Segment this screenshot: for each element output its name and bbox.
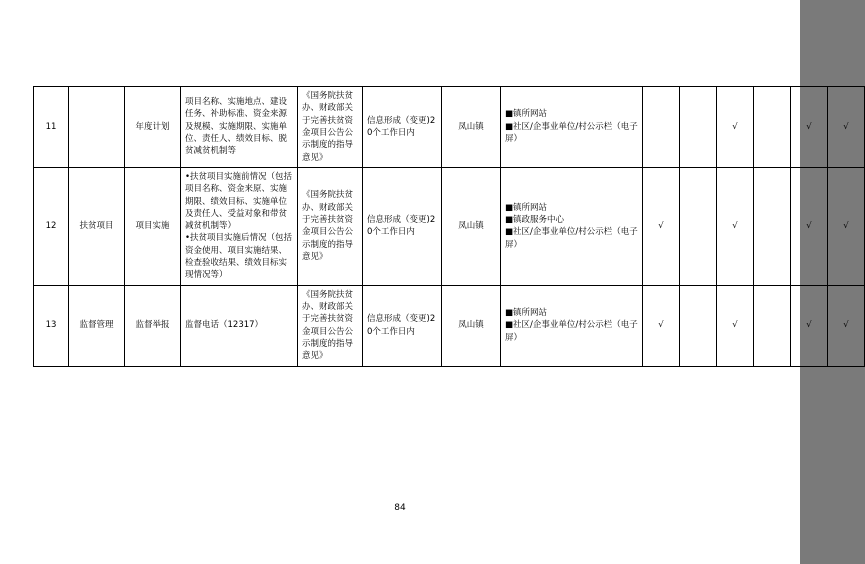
channel-item: ■社区/企事业单位/村公示栏（电子屏） — [505, 320, 638, 343]
row-subcategory: 监督举报 — [125, 285, 181, 366]
channel-item: ■社区/企事业单位/村公示栏（电子屏） — [505, 121, 638, 145]
row-category — [69, 87, 125, 168]
row-basis: 《国务院扶贫办、财政部关于完善扶贫资金项目公告公示制度的指导意见》 — [298, 87, 363, 168]
row-subcategory: 年度计划 — [125, 87, 181, 168]
row-mark — [643, 87, 680, 168]
row-content: 监督电话（12317） — [181, 285, 298, 366]
row-mark — [754, 167, 791, 285]
channel-item: ■镇所网站 — [505, 202, 548, 213]
row-basis: 《国务院扶贫办、财政部关于完善扶贫资金项目公告公示制度的指导意见》 — [298, 167, 363, 285]
row-mark: √ — [643, 285, 680, 366]
row-mark — [754, 285, 791, 366]
row-mark: √ — [828, 167, 865, 285]
row-subject: 凤山镇 — [442, 285, 501, 366]
row-mark — [680, 285, 717, 366]
row-basis: 《国务院扶贫办、财政部关于完善扶贫资金项目公告公示制度的指导意见》 — [298, 285, 363, 366]
page-number: 84 — [394, 503, 406, 513]
row-category: 监督管理 — [69, 285, 125, 366]
row-mark — [680, 87, 717, 168]
row-subject: 凤山镇 — [442, 87, 501, 168]
table-row — [34, 167, 865, 285]
channel-item: ■镇所网站 — [505, 109, 548, 120]
row-subcategory: 项目实施 — [125, 167, 181, 285]
row-mark — [754, 87, 791, 168]
row-index: 11 — [34, 87, 69, 168]
row-time: 信息形成（变更)20个工作日内 — [363, 87, 442, 168]
row-mark: √ — [791, 167, 828, 285]
row-mark — [680, 167, 717, 285]
row-mark: √ — [643, 167, 680, 285]
row-content — [181, 167, 298, 285]
table-row — [34, 285, 865, 366]
row-category: 扶贫项目 — [69, 167, 125, 285]
row-content: 项目名称、实施地点、建设任务、补助标准、资金来源及规模、实施期限、实施单位、责任人、绩效目标、脱贫减贫机制等 — [181, 87, 298, 168]
row-subject: 凤山镇 — [442, 167, 501, 285]
content-bullet: •扶贫项目实施前情况（包括项目名称、资金来原、实施期限、绩效目标、实施单位及责任人、受益对象和带贫减贫机制等） — [185, 171, 293, 232]
disclosure-table — [33, 86, 865, 367]
channel-item: ■社区/企事业单位/村公示栏（电子屏） — [505, 227, 638, 250]
row-mark: √ — [828, 87, 865, 168]
row-mark: √ — [791, 285, 828, 366]
content-bullet: •扶贫项目实施后情况（包括资金使用、项目实施结果、检查验收结果、绩效目标实现情况等） — [185, 233, 293, 281]
channel-item: ■镇政服务中心 — [505, 214, 565, 225]
row-index: 12 — [34, 167, 69, 285]
table-row — [34, 87, 865, 168]
row-mark: √ — [717, 285, 754, 366]
row-time: 信息形成（变更)20个工作日内 — [363, 285, 442, 366]
row-mark: √ — [828, 285, 865, 366]
row-channels — [501, 167, 643, 285]
row-mark: √ — [717, 87, 754, 168]
row-mark: √ — [717, 167, 754, 285]
channel-item: ■镇所网站 — [505, 308, 548, 319]
row-channels — [501, 87, 643, 168]
row-time: 信息形成（变更)20个工作日内 — [363, 167, 442, 285]
row-mark: √ — [791, 87, 828, 168]
row-index: 13 — [34, 285, 69, 366]
row-channels — [501, 285, 643, 366]
